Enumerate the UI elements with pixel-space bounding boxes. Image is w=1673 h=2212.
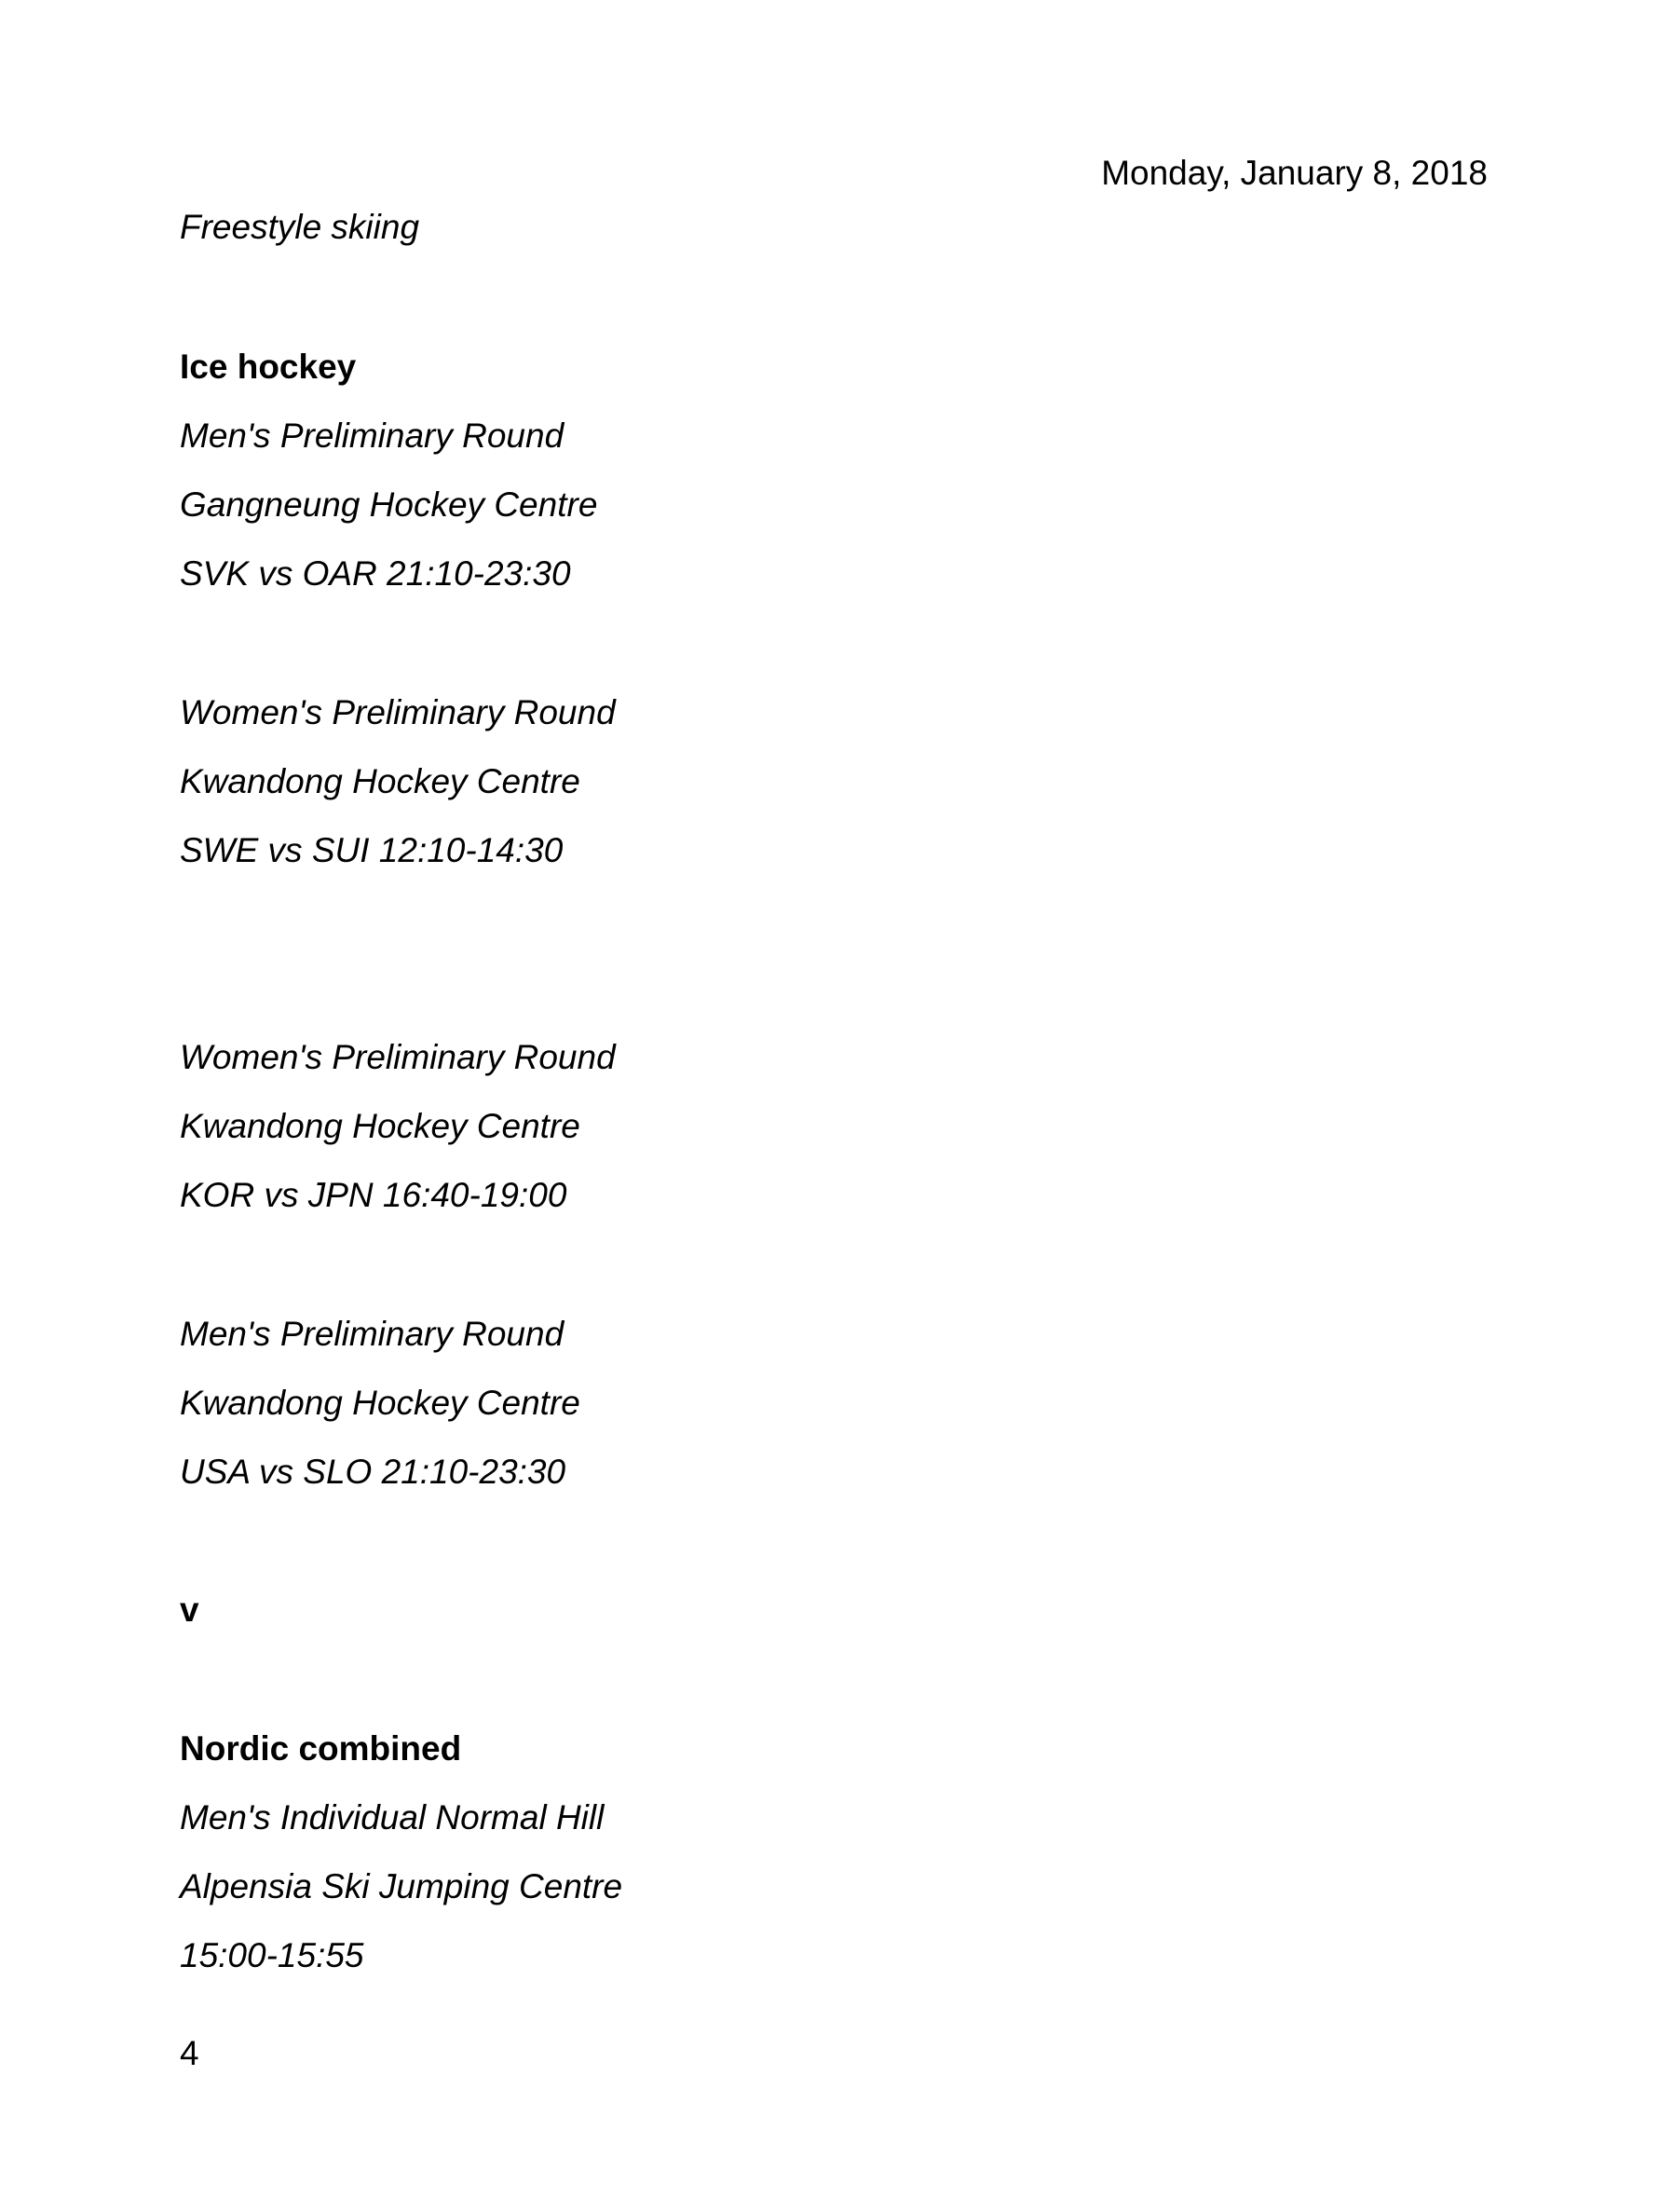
- hockey-event-2-venue: Kwandong Hockey Centre: [180, 762, 580, 800]
- nordic-event-name: Men's Individual Normal Hill: [180, 1798, 605, 1837]
- hockey-event-4-match: USA vs SLO 21:10-23:30: [180, 1453, 566, 1491]
- hockey-event-3-venue: Kwandong Hockey Centre: [180, 1107, 580, 1145]
- hockey-event-2-match: SWE vs SUI 12:10-14:30: [180, 831, 564, 869]
- nordic-event-time: 15:00-15:55: [180, 1936, 364, 1974]
- stray-mark: v: [180, 1591, 199, 1629]
- hockey-event-3-match: KOR vs JPN 16:40-19:00: [180, 1176, 567, 1214]
- hockey-event-3-round: Women's Preliminary Round: [180, 1038, 616, 1076]
- hockey-event-2-round: Women's Preliminary Round: [180, 693, 616, 731]
- hockey-event-4-venue: Kwandong Hockey Centre: [180, 1384, 580, 1422]
- nordic-event-venue: Alpensia Ski Jumping Centre: [180, 1867, 623, 1905]
- hockey-event-1-match: SVK vs OAR 21:10-23:30: [180, 554, 571, 593]
- hockey-event-1-round: Men's Preliminary Round: [180, 416, 564, 455]
- freestyle-skiing-heading: Freestyle skiing: [180, 208, 420, 246]
- page-number: 4: [180, 2034, 199, 2072]
- document-date: Monday, January 8, 2018: [1101, 154, 1488, 192]
- hockey-event-1-venue: Gangneung Hockey Centre: [180, 485, 598, 524]
- ice-hockey-heading: Ice hockey: [180, 348, 357, 386]
- nordic-combined-heading: Nordic combined: [180, 1729, 462, 1768]
- hockey-event-4-round: Men's Preliminary Round: [180, 1315, 564, 1353]
